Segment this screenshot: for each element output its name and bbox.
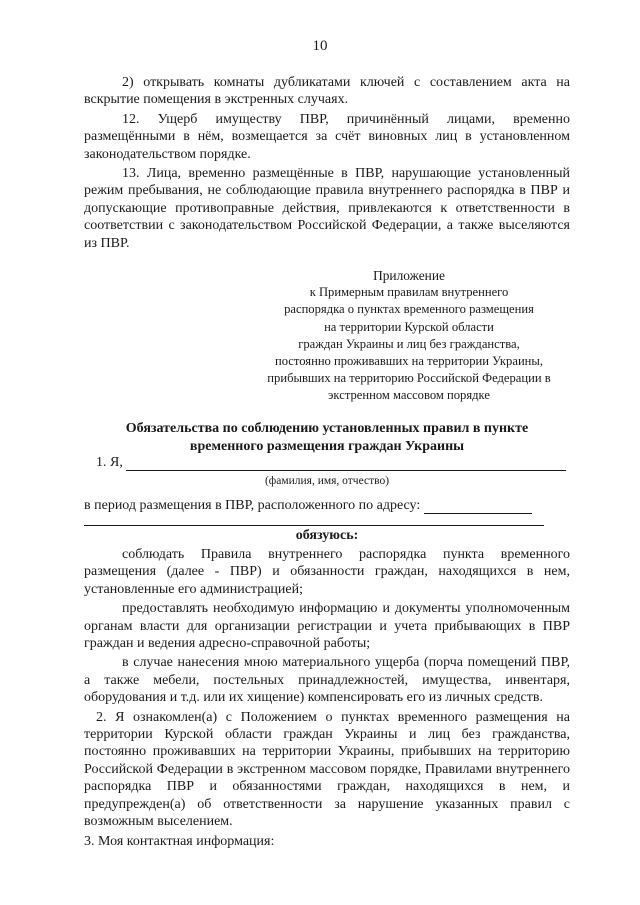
obligations-title-line: временного размещения граждан Украины (189, 439, 465, 454)
address-row (84, 498, 532, 514)
rules-continuation (84, 74, 570, 252)
name-caption: (фамилия, имя, отчество) (264, 475, 390, 487)
appendix-line: граждан Украины и лиц без гражданства, (298, 336, 520, 351)
appendix-line: на территории Курской области (324, 319, 494, 334)
name-row (84, 455, 566, 471)
appendix-line: прибывших на территорию Российской Федерации в (267, 371, 551, 386)
obligations-title-line: Обязательства по соблюдению установленных правил в пункте (125, 421, 529, 436)
address-field-line[interactable] (424, 499, 532, 514)
obligations-clauses (84, 546, 570, 852)
paragraph-item-2: 2) открывать комнаты дубликатами ключей с составлением акта на вскрытие помещения в экстренных случаях. (84, 75, 570, 108)
appendix-line: экстренном массовом порядке (328, 388, 490, 403)
appendix-line: распорядка о пунктах временного размещения (284, 302, 534, 317)
name-field-line[interactable] (126, 456, 566, 471)
clause-observe-rules: соблюдать Правила внутреннего распорядка пункта временного размещения (далее - ПВР) и обязанности граждан, находящихся в нем, установленные его администрацией; (84, 547, 570, 597)
appendix-title: Приложение (373, 268, 445, 283)
contact-info-heading: 3. Моя контактная информация: (84, 833, 275, 849)
paragraph-item-13: 13. Лица, временно размещённые в ПВР, нарушающие установленный режим пребывания, не соблюдающие правила внутреннего распорядка в ПВР и допускающие противоправные действия, привлекаются к ответственности в соответствии с законодательством Российской Федерации, а также выселяются из ПВР. (84, 166, 570, 251)
paragraph-item-12: 12. Ущерб имуществу ПВР, причинённый лицами, временно размещёнными в нём, возмещается за счёт виновных лиц в установленном законодательством порядке. (84, 111, 570, 162)
appendix-header (264, 267, 554, 405)
appendix-line: к Примерным правилам внутреннего (309, 285, 509, 300)
address-continuation-line[interactable] (84, 525, 544, 526)
pledge-heading: обязуюсь: (295, 528, 359, 543)
appendix-line: постоянно проживавших на территории Украины, (274, 354, 544, 369)
obligations-title (84, 420, 570, 456)
address-label: в период размещения в ПВР, расположенного по адресу: (84, 498, 421, 513)
page-number: 10 (312, 38, 328, 54)
clause-provide-information: предоставлять необходимую информацию и документы уполномоченным органам власти для организации регистрации и учета прибывающих в ПВР граждан и ведения адресно-справочной работы; (84, 601, 570, 652)
clause-acknowledgement: 2. Я ознакомлен(а) с Положением о пунктах временного размещения на территории Курской области граждан Украины и лиц без гражданства, постоянно проживавших на территории Украины, прибывших на территорию Российской Федерации в экстренном массовом порядке, Правилами внутреннего распорядка ПВР и обязанностями граждан, находящихся в нем, и предупрежден(а) об ответственности за нарушение указанных правил с возможным выселением. (84, 709, 570, 830)
clause-compensate-damage: в случае нанесения мною материального ущерба (порча помещений ПВР, а также мебели, постельных принадлежностей, имущества, инвентаря, оборудования и т.д. или их хищение) компенсировать его из личных средств. (84, 655, 570, 706)
item-1-label: 1. Я, (96, 455, 123, 470)
